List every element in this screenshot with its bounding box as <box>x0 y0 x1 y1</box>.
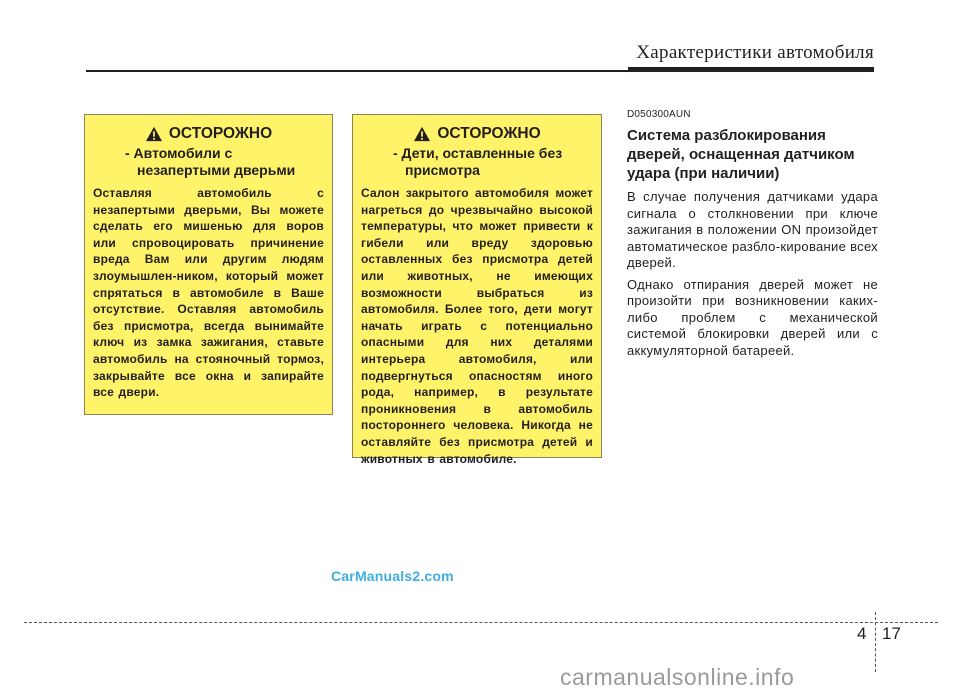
warning-text: Салон закрытого автомобиля может нагреться до чрезвычайно высокой температуры, что может привести к гибели или вреду здоровью оставленных без присмотра детей или животных, не имеющих возможности выбраться из автомобиля. Более того, дети могут начать играть с потенциально опасными для них деталями интерьера автомобиля, или подвергнуться опасностям иного рода, например, в результате проникновения в автомобиль постороннего человека. Никогда не оставляйте без присмотра детей и животных в автомобиле. <box>361 186 593 466</box>
header-rule-accent <box>628 67 874 72</box>
chapter-number: 4 <box>857 624 867 643</box>
warning-heading-text: ОСТОРОЖНО <box>168 125 273 142</box>
warning-subheading: - Дети, оставленные без присмотра <box>393 145 563 178</box>
carmanuals-watermark: CarManuals2.com <box>331 568 454 584</box>
section-column <box>627 109 878 364</box>
footer-rule <box>24 622 938 623</box>
warning-triangle-icon <box>413 126 431 142</box>
warning-box-children <box>352 114 602 466</box>
section-code: D050300AUN <box>627 109 691 120</box>
section-paragraph: Однако отпирания дверей может не произойти при возникновении каких-либо проблем с механической системой блокировки дверей или с аккумуляторной батареей. <box>627 276 878 358</box>
warning-text: Оставляя автомобиль с незапертыми дверьми, Вы можете сделать его мишенью для воров или спровоцировать причинение вреда Вам или другим людям злоумышлен-ником, который может спрятаться в автомобиле в Ваше отсутствие. Оставляя автомобиль без присмотра, всегда вынимайте ключ из замка зажигания, ставьте автомобиль на стояночный тормоз, закрывайте все окна и запирайте все двери. <box>93 186 324 400</box>
page-number-divider <box>875 612 876 672</box>
running-header: Характеристики автомобиля <box>636 42 874 63</box>
warning-triangle-icon <box>145 126 163 142</box>
page-number: 17 <box>882 624 901 643</box>
warning-heading-text: ОСТОРОЖНО <box>437 125 541 142</box>
warning-box-unlocked-doors <box>84 114 333 415</box>
section-title: Система разблокирования дверей, оснащенная датчиком удара (при наличии) <box>627 127 855 182</box>
warning-heading <box>93 125 324 143</box>
warning-heading <box>361 125 593 143</box>
site-watermark: carmanualsonline.info <box>560 664 795 690</box>
section-paragraph: В случае получения датчиками удара сигнала о столкновении при ключе зажигания в положении ON произойдет автоматическое разбло-кирование всех дверей. <box>627 189 878 270</box>
warning-subheading: - Автомобили с незапертыми дверьми <box>125 145 296 178</box>
